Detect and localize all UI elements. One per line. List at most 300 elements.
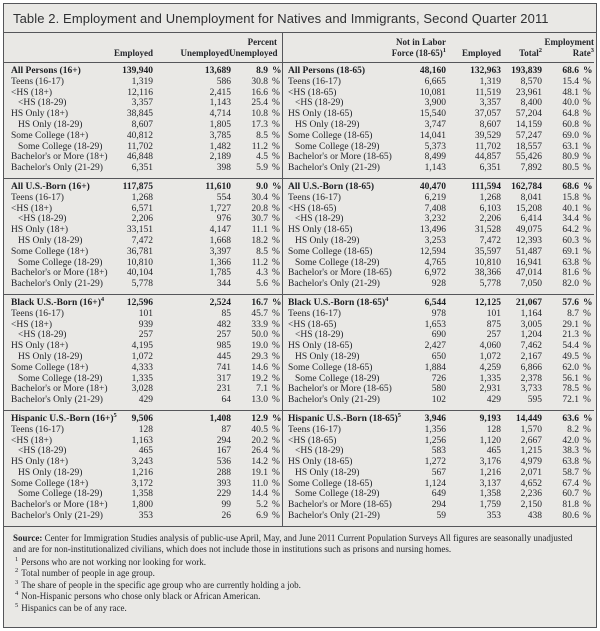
table-row bbox=[283, 152, 594, 163]
table-row bbox=[4, 247, 282, 258]
cell-employment-rate: 60.3 bbox=[562, 235, 579, 246]
table-row bbox=[283, 77, 594, 88]
cell-total: 2,071 bbox=[520, 467, 542, 478]
footnote-marker: 1 bbox=[442, 47, 446, 54]
table-row bbox=[4, 352, 282, 363]
cell-employment-rate: 67.4 bbox=[562, 478, 579, 489]
table-row bbox=[4, 425, 282, 436]
cell-employed: 875 bbox=[486, 319, 501, 330]
header-percent-line2: Unemployed bbox=[229, 48, 278, 58]
percent-sign: % bbox=[583, 246, 591, 257]
cell-employed: 9,193 bbox=[479, 413, 501, 424]
row-label: HS Only (18+) bbox=[11, 225, 69, 236]
cell-employment-rate: 63.8 bbox=[562, 257, 579, 268]
table-row bbox=[283, 457, 594, 468]
cell-employed: 40,104 bbox=[126, 268, 153, 279]
cell-percent-unemployed: 11.0 bbox=[251, 478, 268, 489]
cell-total: 1,570 bbox=[520, 424, 542, 435]
cell-employment-rate: 82.0 bbox=[562, 279, 579, 290]
row-label: <HS (18+) bbox=[11, 87, 53, 98]
cell-percent-unemployed: 33.9 bbox=[251, 319, 268, 330]
cell-unemployed: 554 bbox=[216, 192, 231, 203]
percent-sign: % bbox=[583, 413, 593, 424]
table-row bbox=[4, 341, 282, 352]
row-label: HS Only (18-29) bbox=[295, 467, 360, 478]
percent-sign: % bbox=[272, 373, 280, 384]
cell-not-in-labor-force: 2,427 bbox=[424, 341, 446, 352]
row-label: Some College (18-29) bbox=[295, 141, 380, 152]
percent-sign: % bbox=[272, 141, 280, 152]
cell-employment-rate: 56.1 bbox=[562, 373, 579, 384]
table-section bbox=[283, 410, 594, 526]
row-label: Bachelor's Only (21-29) bbox=[11, 163, 103, 174]
cell-total: 1,215 bbox=[520, 446, 542, 457]
table-row bbox=[4, 182, 282, 193]
percent-sign: % bbox=[272, 98, 280, 109]
percent-sign: % bbox=[583, 373, 591, 384]
cell-total: 2,236 bbox=[520, 489, 542, 500]
cell-employed: 429 bbox=[486, 395, 501, 406]
row-label: Black U.S.-Born $(16+)^4$ bbox=[11, 295, 105, 308]
cell-employed: 132,963 bbox=[470, 66, 501, 76]
table-row bbox=[4, 489, 282, 500]
row-label: Bachelor's or More (18+) bbox=[11, 152, 108, 163]
cell-employed: 44,857 bbox=[474, 152, 501, 163]
footnote: $^3$ The share of people in the specific age group who are currently holding a job. bbox=[15, 578, 301, 590]
cell-employed: 1,216 bbox=[131, 467, 153, 478]
cell-total: 57,204 bbox=[515, 109, 542, 120]
table-row bbox=[4, 500, 282, 511]
cell-unemployed: 167 bbox=[216, 446, 231, 457]
row-label: Some College (18-29) bbox=[295, 489, 380, 500]
row-label: Bachelor's or More (18+) bbox=[11, 500, 108, 511]
percent-sign: % bbox=[272, 163, 280, 174]
footnotes bbox=[13, 557, 587, 615]
table-row bbox=[283, 411, 594, 425]
percent-sign: % bbox=[272, 478, 280, 489]
cell-employed: 8,607 bbox=[479, 119, 501, 130]
percent-sign: % bbox=[272, 246, 280, 257]
cell-percent-unemployed: 8.9 bbox=[256, 66, 268, 76]
table-row bbox=[4, 236, 282, 247]
table-row bbox=[4, 258, 282, 269]
percent-sign: % bbox=[272, 66, 282, 76]
table-section bbox=[283, 294, 594, 410]
cell-employed: 2,206 bbox=[131, 214, 153, 225]
cell-employed: 46,848 bbox=[126, 152, 153, 163]
cell-percent-unemployed: 14.6 bbox=[251, 362, 268, 373]
cell-employment-rate: 62.0 bbox=[562, 362, 579, 373]
percent-sign: % bbox=[583, 163, 591, 174]
cell-unemployed: 3,397 bbox=[209, 246, 231, 257]
cell-unemployed: 85 bbox=[221, 308, 231, 319]
percent-sign: % bbox=[272, 214, 280, 225]
cell-percent-unemployed: 11.2 bbox=[251, 141, 268, 152]
table-row bbox=[283, 352, 594, 363]
cell-not-in-labor-force: 3,253 bbox=[424, 235, 446, 246]
cell-unemployed: 741 bbox=[216, 362, 231, 373]
percent-sign: % bbox=[583, 297, 593, 308]
row-label: <HS (18-29) bbox=[295, 98, 344, 109]
cell-unemployed: 1,727 bbox=[209, 203, 231, 214]
cell-total: 3,733 bbox=[520, 384, 542, 395]
cell-total: 55,426 bbox=[515, 152, 542, 163]
table-row bbox=[283, 341, 594, 352]
cell-not-in-labor-force: 59 bbox=[436, 511, 446, 522]
percent-sign: % bbox=[272, 424, 280, 435]
row-label: Bachelor's Only (21-29) bbox=[11, 511, 103, 522]
percent-sign: % bbox=[583, 192, 591, 203]
cell-employed: 6,571 bbox=[131, 203, 153, 214]
row-label: Some College (18+) bbox=[11, 478, 89, 489]
cell-total: 2,167 bbox=[520, 351, 542, 362]
table-row bbox=[4, 457, 282, 468]
cell-employed: 5,778 bbox=[479, 279, 501, 290]
cell-employed: 465 bbox=[486, 446, 501, 457]
percent-sign: % bbox=[583, 330, 591, 341]
percent-sign: % bbox=[583, 395, 591, 406]
percent-sign: % bbox=[583, 489, 591, 500]
cell-unemployed: 398 bbox=[216, 163, 231, 174]
cell-total: 3,005 bbox=[520, 319, 542, 330]
percent-sign: % bbox=[583, 500, 591, 511]
cell-unemployed: 294 bbox=[216, 435, 231, 446]
cell-unemployed: 536 bbox=[216, 457, 231, 468]
cell-percent-unemployed: 5.9 bbox=[256, 163, 268, 174]
cell-employed: 10,810 bbox=[474, 257, 501, 268]
row-label: <HS (18-65) bbox=[288, 435, 337, 446]
row-label: Teens (16-17) bbox=[11, 76, 64, 87]
cell-total: 4,979 bbox=[520, 457, 542, 468]
cell-not-in-labor-force: 8,499 bbox=[424, 152, 446, 163]
table-row bbox=[283, 395, 594, 406]
cell-not-in-labor-force: 1,272 bbox=[424, 457, 446, 468]
table-row bbox=[283, 66, 594, 77]
cell-employed: 37,057 bbox=[474, 109, 501, 120]
percent-sign: % bbox=[583, 511, 591, 522]
cell-unemployed: 586 bbox=[216, 76, 231, 87]
percent-sign: % bbox=[272, 457, 280, 468]
percent-sign: % bbox=[583, 130, 591, 141]
table-row bbox=[283, 236, 594, 247]
cell-not-in-labor-force: 13,496 bbox=[419, 225, 446, 236]
cell-percent-unemployed: 12.9 bbox=[251, 413, 268, 424]
cell-unemployed: 2,189 bbox=[209, 152, 231, 163]
cell-employed: 5,778 bbox=[131, 279, 153, 290]
cell-unemployed: 288 bbox=[216, 467, 231, 478]
cell-total: 2,150 bbox=[520, 500, 542, 511]
cell-employed: 35,597 bbox=[474, 246, 501, 257]
table-row bbox=[4, 330, 282, 341]
header-spacer bbox=[4, 37, 229, 48]
row-label: Teens (16-17) bbox=[288, 76, 341, 87]
cell-employment-rate: 15.4 bbox=[562, 76, 579, 87]
cell-employed: 12,116 bbox=[127, 87, 153, 98]
cell-total: 16,941 bbox=[515, 257, 542, 268]
cell-percent-unemployed: 20.2 bbox=[251, 435, 268, 446]
percent-sign: % bbox=[583, 446, 591, 457]
percent-sign: % bbox=[272, 435, 280, 446]
table-row bbox=[4, 511, 282, 522]
percent-sign: % bbox=[583, 279, 591, 290]
row-label: All Persons (18-65) bbox=[288, 66, 366, 76]
cell-percent-unemployed: 30.7 bbox=[251, 214, 268, 225]
row-label: <HS (18-65) bbox=[288, 319, 337, 330]
cell-employed: 429 bbox=[138, 395, 153, 406]
source-line bbox=[13, 533, 587, 556]
cell-employed: 3,357 bbox=[131, 98, 153, 109]
cell-total: 18,557 bbox=[515, 141, 542, 152]
cell-not-in-labor-force: 1,653 bbox=[424, 319, 446, 330]
row-label: Hispanic U.S.-Born $(16+)^5$ bbox=[11, 411, 117, 424]
cell-employed: 1,358 bbox=[131, 489, 153, 500]
cell-employment-rate: 64.8 bbox=[562, 109, 579, 120]
cell-employed: 1,268 bbox=[131, 192, 153, 203]
cell-employed: 36,781 bbox=[126, 246, 153, 257]
source-text: Center for Immigration Studies analysis of public-use April, May, and June 2011 Current Population Surveys All figures are seasonally unadjusted and are for non-institutionalized civilians, which does not include those in institutions such as prisons and nursing homes. bbox=[13, 532, 573, 555]
cell-unemployed: 4,714 bbox=[209, 109, 231, 120]
table-row bbox=[283, 214, 594, 225]
cell-employment-rate: 69.0 bbox=[562, 130, 579, 141]
cell-employed: 101 bbox=[486, 308, 501, 319]
cell-employment-rate: 64.2 bbox=[562, 225, 579, 236]
header-total: Total$^2$ bbox=[519, 47, 542, 58]
cell-not-in-labor-force: 6,219 bbox=[424, 192, 446, 203]
cell-employment-rate: 57.6 bbox=[562, 297, 579, 308]
row-label: Bachelor's Only (21-29) bbox=[288, 511, 380, 522]
row-label: HS Only (18-65) bbox=[288, 341, 353, 352]
cell-total: 2,667 bbox=[520, 435, 542, 446]
percent-sign: % bbox=[583, 308, 591, 319]
cell-employment-rate: 54.4 bbox=[562, 341, 579, 352]
left-half bbox=[4, 33, 283, 526]
row-label: All U.S.-Born (16+) bbox=[11, 181, 90, 192]
cell-not-in-labor-force: 15,540 bbox=[419, 109, 446, 120]
cell-employment-rate: 80.6 bbox=[562, 511, 579, 522]
cell-employed: 1,268 bbox=[479, 192, 501, 203]
percent-sign: % bbox=[272, 489, 280, 500]
cell-percent-unemployed: 5.2 bbox=[256, 500, 268, 511]
row-label: HS Only (18-29) bbox=[18, 351, 83, 362]
cell-employed: 139,940 bbox=[122, 66, 153, 76]
table-row bbox=[283, 204, 594, 215]
cell-employed: 12,125 bbox=[474, 297, 501, 308]
cell-total: 8,041 bbox=[520, 192, 542, 203]
table-row bbox=[4, 309, 282, 320]
percent-sign: % bbox=[272, 87, 280, 98]
cell-unemployed: 976 bbox=[216, 214, 231, 225]
header-nilf-line2: Force $(18-65)^1$ bbox=[391, 47, 446, 58]
row-label: Teens (16-17) bbox=[11, 192, 64, 203]
table-row bbox=[4, 77, 282, 88]
cell-employment-rate: 68.6 bbox=[562, 66, 579, 76]
percent-sign: % bbox=[583, 141, 591, 152]
table-row bbox=[283, 268, 594, 279]
footnote-number: 4 bbox=[15, 590, 19, 598]
cell-unemployed: 4,147 bbox=[209, 225, 231, 236]
cell-unemployed: 393 bbox=[216, 478, 231, 489]
cell-employed: 3,357 bbox=[479, 98, 501, 109]
cell-percent-unemployed: 29.3 bbox=[251, 351, 268, 362]
cell-employed: 11,519 bbox=[475, 87, 501, 98]
footnote-number: 2 bbox=[15, 567, 19, 575]
table-row bbox=[283, 384, 594, 395]
cell-total: 7,892 bbox=[520, 163, 542, 174]
cell-unemployed: 985 bbox=[216, 341, 231, 352]
cell-total: 51,487 bbox=[515, 246, 542, 257]
cell-employed: 10,810 bbox=[126, 257, 153, 268]
cell-employed: 4,195 bbox=[131, 341, 153, 352]
cell-unemployed: 1,366 bbox=[209, 257, 231, 268]
row-label: Some College (18-29) bbox=[295, 257, 380, 268]
percent-sign: % bbox=[583, 467, 591, 478]
percent-sign: % bbox=[272, 511, 280, 522]
table-row bbox=[4, 384, 282, 395]
table-row bbox=[4, 436, 282, 447]
cell-employment-rate: 81.8 bbox=[562, 500, 579, 511]
table-row bbox=[4, 395, 282, 406]
percent-sign: % bbox=[272, 467, 280, 478]
cell-total: 438 bbox=[527, 511, 542, 522]
percent-sign: % bbox=[583, 181, 593, 192]
table-section bbox=[283, 178, 594, 294]
cell-employed: 6,351 bbox=[131, 163, 153, 174]
row-label: Teens (16-17) bbox=[288, 192, 341, 203]
cell-employed: 1,335 bbox=[479, 373, 501, 384]
cell-percent-unemployed: 6.9 bbox=[256, 511, 268, 522]
cell-employment-rate: 69.1 bbox=[562, 246, 579, 257]
table-section bbox=[4, 178, 282, 294]
percent-sign: % bbox=[583, 341, 591, 352]
row-label: HS Only (18-29) bbox=[295, 119, 360, 130]
percent-sign: % bbox=[272, 235, 280, 246]
row-label: HS Only (18-65) bbox=[288, 109, 353, 120]
row-label: Bachelor's Only (21-29) bbox=[11, 395, 103, 406]
cell-unemployed: 229 bbox=[216, 489, 231, 500]
cell-not-in-labor-force: 690 bbox=[431, 330, 446, 341]
table-row bbox=[283, 279, 594, 290]
cell-unemployed: 1,668 bbox=[209, 235, 231, 246]
cell-employed: 465 bbox=[138, 446, 153, 457]
cell-percent-unemployed: 30.8 bbox=[251, 76, 268, 87]
table-row bbox=[4, 193, 282, 204]
cell-employment-rate: 21.3 bbox=[562, 330, 579, 341]
cell-percent-unemployed: 26.4 bbox=[251, 446, 268, 457]
cell-total: 7,050 bbox=[520, 279, 542, 290]
cell-not-in-labor-force: 3,747 bbox=[424, 119, 446, 130]
footnote-number: 1 bbox=[15, 555, 19, 563]
cell-percent-unemployed: 11.2 bbox=[251, 257, 268, 268]
cell-employed: 939 bbox=[138, 319, 153, 330]
row-label: <HS (18-65) bbox=[288, 87, 337, 98]
percent-sign: % bbox=[272, 152, 280, 163]
cell-total: 162,784 bbox=[511, 181, 542, 192]
cell-total: 595 bbox=[527, 395, 542, 406]
percent-sign: % bbox=[272, 225, 280, 236]
table-row bbox=[4, 142, 282, 153]
table-section bbox=[4, 294, 282, 410]
table-row bbox=[4, 279, 282, 290]
cell-total: 6,414 bbox=[520, 214, 542, 225]
cell-not-in-labor-force: 1,256 bbox=[424, 435, 446, 446]
table-row bbox=[283, 120, 594, 131]
table-row bbox=[283, 446, 594, 457]
row-label: Some College (18-65) bbox=[288, 362, 373, 373]
cell-employment-rate: 68.6 bbox=[562, 181, 579, 192]
row-label: HS Only (18+) bbox=[11, 109, 69, 120]
source-label: Source: bbox=[13, 532, 43, 543]
row-label: Some College (18-29) bbox=[18, 141, 103, 152]
cell-not-in-labor-force: 48,160 bbox=[419, 66, 446, 76]
cell-percent-unemployed: 8.5 bbox=[256, 246, 268, 257]
percent-sign: % bbox=[583, 214, 591, 225]
cell-unemployed: 26 bbox=[221, 511, 231, 522]
cell-percent-unemployed: 14.2 bbox=[251, 457, 268, 468]
cell-employment-rate: 29.1 bbox=[562, 319, 579, 330]
cell-employed: 7,472 bbox=[479, 235, 501, 246]
row-label: <HS (18-29) bbox=[295, 330, 344, 341]
table-row bbox=[4, 320, 282, 331]
cell-employed: 6,351 bbox=[479, 163, 501, 174]
table-row bbox=[283, 330, 594, 341]
percent-sign: % bbox=[272, 203, 280, 214]
percent-sign: % bbox=[583, 203, 591, 214]
cell-percent-unemployed: 45.7 bbox=[251, 308, 268, 319]
cell-not-in-labor-force: 3,900 bbox=[424, 98, 446, 109]
footnote-marker: 5 bbox=[113, 411, 117, 419]
cell-total: 8,570 bbox=[520, 76, 542, 87]
cell-total: 21,067 bbox=[515, 297, 542, 308]
cell-employed: 1,319 bbox=[131, 76, 153, 87]
cell-unemployed: 482 bbox=[216, 319, 231, 330]
cell-unemployed: 257 bbox=[216, 330, 231, 341]
row-label: <HS (18+) bbox=[11, 203, 53, 214]
cell-employment-rate: 8.7 bbox=[567, 308, 579, 319]
cell-employed: 101 bbox=[138, 308, 153, 319]
cell-total: 57,247 bbox=[515, 130, 542, 141]
right-column-headers bbox=[283, 33, 594, 62]
table-row bbox=[4, 225, 282, 236]
cell-unemployed: 445 bbox=[216, 351, 231, 362]
cell-employment-rate: 15.8 bbox=[562, 192, 579, 203]
cell-total: 14,159 bbox=[515, 119, 542, 130]
table-row bbox=[283, 320, 594, 331]
table-2-frame bbox=[3, 3, 597, 628]
row-label: <HS (18-65) bbox=[288, 203, 337, 214]
cell-employed: 11,702 bbox=[127, 141, 153, 152]
cell-employment-rate: 60.7 bbox=[562, 489, 579, 500]
percent-sign: % bbox=[272, 384, 280, 395]
cell-percent-unemployed: 40.5 bbox=[251, 424, 268, 435]
cell-employed: 1,120 bbox=[479, 435, 501, 446]
cell-employed: 3,028 bbox=[131, 384, 153, 395]
left-sections bbox=[4, 62, 282, 526]
percent-sign: % bbox=[583, 66, 593, 76]
cell-employment-rate: 58.7 bbox=[562, 467, 579, 478]
cell-employed: 257 bbox=[486, 330, 501, 341]
row-label: <HS (18-29) bbox=[295, 214, 344, 225]
cell-employed: 2,206 bbox=[479, 214, 501, 225]
header-unemployed: Unemployed bbox=[180, 48, 229, 58]
cell-employment-rate: 60.8 bbox=[562, 119, 579, 130]
cell-employed: 3,137 bbox=[479, 478, 501, 489]
cell-not-in-labor-force: 649 bbox=[431, 489, 446, 500]
cell-employed: 117,875 bbox=[122, 181, 153, 192]
cell-unemployed: 1,785 bbox=[209, 268, 231, 279]
percent-sign: % bbox=[583, 457, 591, 468]
table-row bbox=[283, 258, 594, 269]
table-row bbox=[283, 363, 594, 374]
